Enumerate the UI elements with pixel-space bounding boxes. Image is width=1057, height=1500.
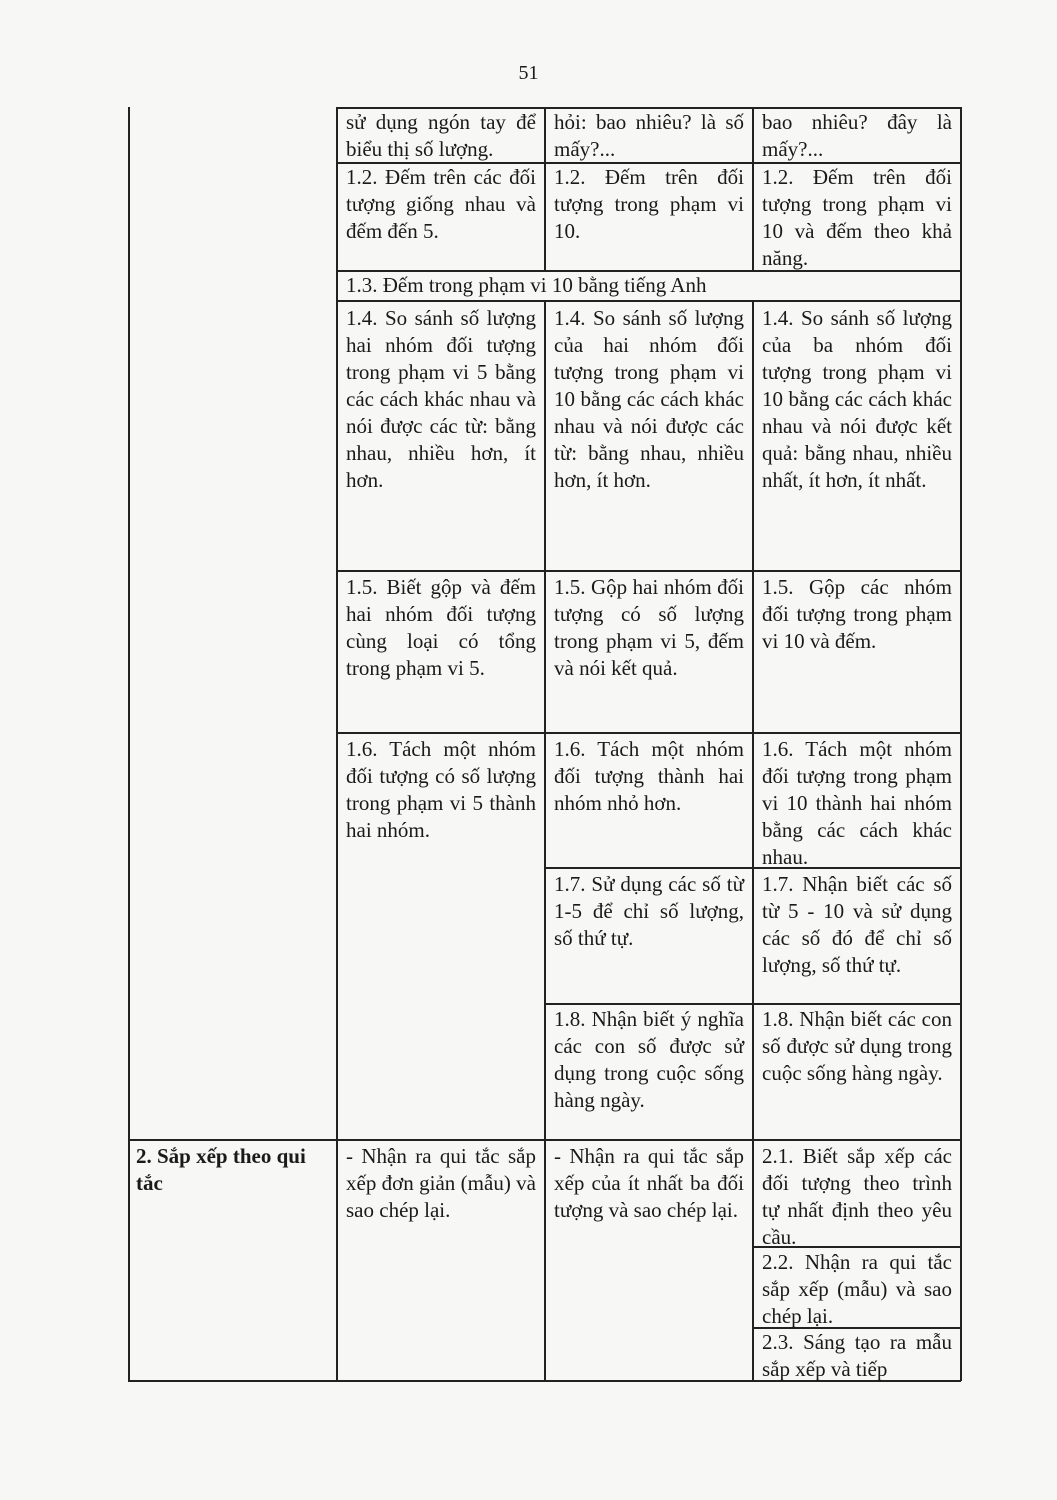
table-border [128,107,130,1381]
table-cell: 1.4. So sánh số lượng hai nhóm đối tượng trong phạm vi 5 bằng các cách khác nhau và nói được các từ: bằng nhau, nhiều hơn, ít hơn. [346,306,536,492]
table-cell: - Nhận ra qui tắc sắp xếp đơn giản (mẫu) và sao chép lại. [346,1144,536,1222]
table-border [128,1139,961,1141]
table-cell: 1.6. Tách một nhóm đối tượng trong phạm vi 10 thành hai nhóm bằng các cách khác nhau. [762,737,952,869]
table-cell: sử dụng ngón tay để biểu thị số lượng. [346,110,536,161]
table-cell: 2.1. Biết sắp xếp các đối tượng theo trình tự nhất định theo yêu cầu. [762,1144,952,1249]
table-cell: 1.6. Tách một nhóm đối tượng thành hai nhóm nhỏ hơn. [554,737,744,815]
table-cell: 1.2. Đếm trên đối tượng trong phạm vi 10. [554,165,744,243]
category-heading: 2. Sắp xếp theo qui tắc [136,1144,306,1195]
table-cell: 1.6. Tách một nhóm đối tượng có số lượng trong phạm vi 5 thành hai nhóm. [346,737,536,842]
table-cell: 1.8. Nhận biết các con số được sử dụng trong cuộc sống hàng ngày. [762,1007,952,1085]
table-border [336,732,961,734]
table-cell: 1.7. Nhận biết các số từ 5 - 10 và sử dụng các số đó để chỉ số lượng, số thứ tự. [762,872,952,977]
table-cell: 1.2. Đếm trên các đối tượng giống nhau và đếm đến 5. [346,165,536,243]
table-border [752,300,754,1381]
table-border [336,570,961,572]
table-border [336,107,338,1381]
table-border [960,107,962,1381]
table-cell: 1.5. Gộp hai nhóm đối tượng có số lượng trong phạm vi 5, đếm và nói kết quả. [554,575,744,680]
table-cell: hỏi: bao nhiêu? là số mấy?... [554,110,744,161]
table-cell-merged: 1.3. Đếm trong phạm vi 10 bằng tiếng Anh [346,273,707,297]
table-cell: 1.4. So sánh số lượng của hai nhóm đối tượng trong phạm vi 10 bằng các cách khác nhau và nói được các từ: bằng nhau, nhiều hơn, ít hơn. [554,306,744,492]
page-number: 51 [518,62,539,84]
table-border [544,300,546,1381]
table-border [752,107,754,270]
table-cell: bao nhiêu? đây là mấy?... [762,110,952,161]
table-cell: 2.3. Sáng tạo ra mẫu sắp xếp và tiếp [762,1330,952,1381]
table-cell: 1.8. Nhận biết ý nghĩa các con số được sử dụng trong cuộc sống hàng ngày. [554,1007,744,1112]
table-cell: - Nhận ra qui tắc sắp xếp của ít nhất ba đối tượng và sao chép lại. [554,1144,744,1222]
table-cell: 1.7. Sử dụng các số từ 1-5 để chỉ số lượng, số thứ tự. [554,872,744,950]
table-border [336,300,961,302]
table-border [544,107,546,270]
table-cell: 1.5. Gộp các nhóm đối tượng trong phạm vi 10 và đếm. [762,575,952,653]
table-cell: 1.4. So sánh số lượng của ba nhóm đối tượng trong phạm vi 10 bằng các cách khác nhau và nói được kết quả: bằng nhau, nhiều nhất, ít hơn, ít nhất. [762,306,952,492]
table-cell: 1.2. Đếm trên đối tượng trong phạm vi 10 và đếm theo khả năng. [762,165,952,270]
table-cell: 2.2. Nhận ra qui tắc sắp xếp (mẫu) và sao chép lại. [762,1250,952,1328]
table-cell: 1.5. Biết gộp và đếm hai nhóm đối tượng cùng loại có tổng trong phạm vi 5. [346,575,536,680]
standards-table [128,107,961,1381]
table-border [544,1003,961,1005]
